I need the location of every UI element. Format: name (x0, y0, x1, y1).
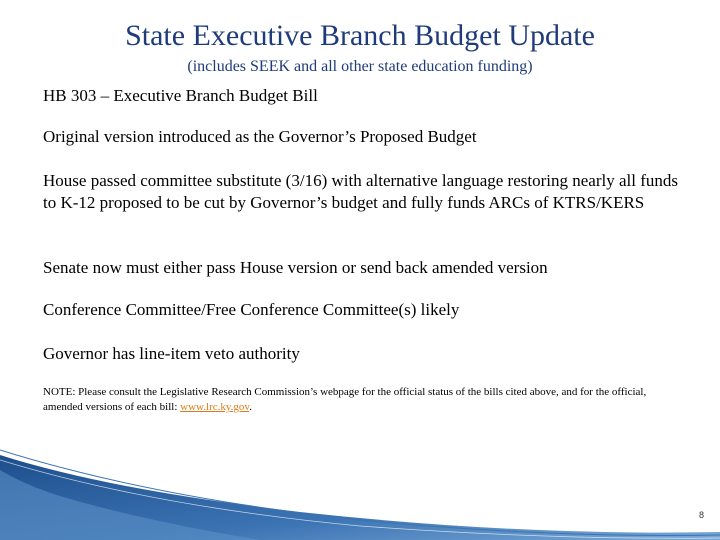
paragraph-hb303: HB 303 – Executive Branch Budget Bill (43, 86, 318, 105)
note-text (43, 385, 683, 415)
page-number: 8 (698, 510, 704, 520)
paragraph-original-version: Original version introduced as the Governor’s Proposed Budget (43, 127, 477, 146)
slide-subtitle: (includes SEEK and all other state education funding) (187, 58, 533, 75)
paragraph-senate: Senate now must either pass House version or send back amended version (43, 258, 548, 277)
slide-title: State Executive Branch Budget Update (125, 19, 595, 52)
paragraph-conference-committee: Conference Committee/Free Conference Committee(s) likely (43, 300, 460, 319)
note-body: NOTE: Please consult the Legislative Research Commission’s webpage for the official status of the bills cited above, and for the official, amended versions of each bill: (43, 386, 647, 413)
note-trailing: . (249, 401, 252, 413)
paragraph-line-item-veto: Governor has line-item veto authority (43, 344, 300, 363)
bottom-swoosh-decoration (0, 440, 720, 540)
lrc-link[interactable]: www.lrc.ky.gov (180, 401, 250, 413)
paragraph-house-substitute: House passed committee substitute (3/16) with alternative language restoring nearly all funds to K-12 proposed to be cut by Governor’s budget and fully funds ARCs of KTRS/KERS (43, 171, 678, 212)
